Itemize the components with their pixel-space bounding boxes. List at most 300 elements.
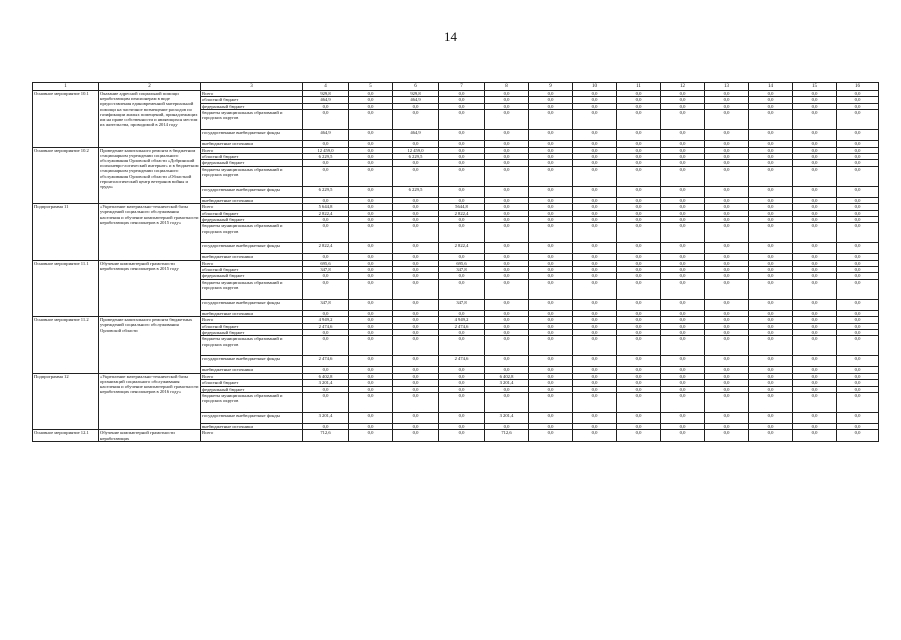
page-number: 14 (444, 29, 457, 44)
column-number: 14 (749, 83, 793, 91)
amount-cell: 0,0 (393, 336, 439, 356)
amount-cell: 0,0 (349, 186, 393, 197)
amount-cell: 0,0 (749, 186, 793, 197)
amount-cell: 0,0 (573, 186, 617, 197)
amount-cell: 0,0 (393, 197, 439, 203)
amount-cell: 0,0 (749, 310, 793, 316)
amount-cell: 0,0 (661, 110, 705, 130)
amount-cell: 0,0 (393, 160, 439, 166)
amount-cell: 0,0 (573, 299, 617, 310)
amount-cell: 0,0 (393, 412, 439, 423)
amount-cell: 0,0 (393, 141, 439, 147)
amount-cell: 0,0 (573, 356, 617, 367)
amount-cell: 0,0 (705, 197, 749, 203)
amount-cell: 0,0 (573, 210, 617, 216)
amount-cell: 0,0 (749, 367, 793, 373)
amount-cell: 0,0 (749, 216, 793, 222)
amount-cell: 0,0 (705, 336, 749, 356)
amount-cell: 0,0 (349, 223, 393, 243)
amount-cell: 0,0 (349, 373, 393, 379)
amount-cell: 0,0 (837, 273, 879, 279)
amount-cell: 0,0 (837, 197, 879, 203)
amount-cell: 0,0 (439, 373, 485, 379)
amount-cell: 0,0 (837, 204, 879, 210)
amount-cell: 6 229,5 (393, 153, 439, 159)
funding-source: федеральный бюджет (201, 386, 303, 392)
amount-cell: 0,0 (617, 210, 661, 216)
amount-cell: 0,0 (705, 330, 749, 336)
column-number: 7 (439, 83, 485, 91)
column-number: 12 (661, 83, 705, 91)
amount-cell: 0,0 (529, 267, 573, 273)
amount-cell: 0,0 (573, 91, 617, 97)
amount-cell: 0,0 (573, 336, 617, 356)
amount-cell: 0,0 (793, 430, 837, 441)
column-number: 13 (705, 83, 749, 91)
amount-cell: 0,0 (485, 223, 529, 243)
amount-cell: 0,0 (837, 110, 879, 130)
amount-cell: 0,0 (793, 103, 837, 109)
funding-source: Всего (201, 373, 303, 379)
amount-cell: 929,8 (393, 91, 439, 97)
amount-cell: 0,0 (661, 141, 705, 147)
amount-cell: 0,0 (349, 110, 393, 130)
amount-cell: 0,0 (573, 141, 617, 147)
amount-cell: 0,0 (705, 279, 749, 299)
amount-cell: 0,0 (837, 141, 879, 147)
amount-cell: 0,0 (837, 299, 879, 310)
amount-cell: 0,0 (349, 147, 393, 153)
amount-cell: 0,0 (349, 243, 393, 254)
amount-cell: 347,8 (303, 267, 349, 273)
amount-cell: 0,0 (837, 373, 879, 379)
amount-cell: 0,0 (303, 367, 349, 373)
funding-source: областной бюджет (201, 323, 303, 329)
amount-cell: 0,0 (705, 254, 749, 260)
amount-cell: 0,0 (439, 166, 485, 186)
column-number: 4 (303, 83, 349, 91)
activity-id: Подпрограмма 11 (33, 204, 99, 261)
amount-cell: 0,0 (837, 166, 879, 186)
amount-cell: 0,0 (573, 97, 617, 103)
amount-cell: 0,0 (393, 392, 439, 412)
funding-source: Всего (201, 204, 303, 210)
amount-cell: 0,0 (837, 279, 879, 299)
amount-cell: 0,0 (393, 110, 439, 130)
amount-cell: 0,0 (439, 223, 485, 243)
amount-cell: 0,0 (573, 317, 617, 323)
amount-cell: 0,0 (793, 330, 837, 336)
amount-cell: 0,0 (661, 412, 705, 423)
amount-cell: 0,0 (705, 216, 749, 222)
amount-cell: 0,0 (749, 267, 793, 273)
amount-cell: 0,0 (749, 147, 793, 153)
amount-cell: 0,0 (705, 380, 749, 386)
amount-cell: 0,0 (661, 243, 705, 254)
amount-cell: 0,0 (793, 204, 837, 210)
amount-cell: 0,0 (573, 279, 617, 299)
amount-cell: 0,0 (349, 204, 393, 210)
amount-cell: 0,0 (349, 430, 393, 441)
amount-cell: 0,0 (349, 267, 393, 273)
amount-cell: 0,0 (617, 336, 661, 356)
amount-cell: 0,0 (749, 323, 793, 329)
amount-cell: 0,0 (349, 317, 393, 323)
amount-cell: 0,0 (705, 356, 749, 367)
amount-cell: 0,0 (573, 153, 617, 159)
amount-cell: 0,0 (439, 412, 485, 423)
amount-cell: 0,0 (617, 216, 661, 222)
amount-cell: 0,0 (749, 254, 793, 260)
amount-cell: 0,0 (749, 373, 793, 379)
column-number: 15 (793, 83, 837, 91)
amount-cell: 0,0 (349, 97, 393, 103)
amount-cell: 0,0 (573, 392, 617, 412)
amount-cell: 0,0 (837, 103, 879, 109)
activity-description: Оказание адресной социальной помощи неработающим пенсионерам в виде предоставления единовременной материальной помощи на частичное возмещение расходов по газификации жилых помещений, принадлежащих им на праве собственности и являющихся местом их жительства, проводимой в 2014 году (99, 91, 201, 148)
amount-cell: 0,0 (529, 110, 573, 130)
amount-cell: 0,0 (837, 356, 879, 367)
amount-cell: 0,0 (485, 323, 529, 329)
amount-cell: 0,0 (705, 97, 749, 103)
amount-cell: 2 474,6 (439, 323, 485, 329)
amount-cell: 0,0 (303, 197, 349, 203)
amount-cell: 0,0 (793, 356, 837, 367)
amount-cell: 0,0 (837, 216, 879, 222)
amount-cell: 0,0 (749, 243, 793, 254)
amount-cell: 0,0 (393, 423, 439, 429)
amount-cell: 0,0 (617, 153, 661, 159)
amount-cell: 0,0 (617, 260, 661, 266)
funding-source: бюджеты муниципальных образований и городских округов (201, 110, 303, 130)
amount-cell: 6 229,5 (393, 186, 439, 197)
amount-cell: 712,6 (303, 430, 349, 441)
funding-source: внебюджетные источники (201, 197, 303, 203)
amount-cell: 0,0 (393, 166, 439, 186)
amount-cell: 0,0 (749, 153, 793, 159)
amount-cell: 0,0 (705, 317, 749, 323)
amount-cell: 0,0 (573, 412, 617, 423)
amount-cell: 2 822,4 (303, 243, 349, 254)
amount-cell: 0,0 (529, 356, 573, 367)
amount-cell: 0,0 (573, 267, 617, 273)
amount-cell: 0,0 (573, 103, 617, 109)
amount-cell: 464,9 (303, 97, 349, 103)
amount-cell: 0,0 (837, 330, 879, 336)
amount-cell: 0,0 (529, 141, 573, 147)
column-number: 16 (837, 83, 879, 91)
activity-description: «Укрепление материально-технической базы организаций социального обслуживания населения и обучение компьютерной грамотности неработающих пенсионеров в 2016 году» (99, 373, 201, 430)
amount-cell: 0,0 (573, 330, 617, 336)
amount-cell: 0,0 (349, 91, 393, 97)
amount-cell: 0,0 (617, 279, 661, 299)
amount-cell: 3 201,4 (303, 380, 349, 386)
amount-cell: 0,0 (485, 204, 529, 210)
amount-cell: 347,8 (303, 299, 349, 310)
amount-cell: 0,0 (793, 392, 837, 412)
amount-cell: 0,0 (837, 323, 879, 329)
amount-cell: 0,0 (393, 279, 439, 299)
amount-cell: 0,0 (303, 310, 349, 316)
amount-cell: 0,0 (793, 216, 837, 222)
amount-cell: 0,0 (793, 267, 837, 273)
amount-cell: 0,0 (661, 380, 705, 386)
amount-cell: 0,0 (485, 103, 529, 109)
amount-cell: 0,0 (303, 336, 349, 356)
amount-cell: 0,0 (573, 216, 617, 222)
amount-cell: 0,0 (303, 160, 349, 166)
amount-cell: 0,0 (749, 336, 793, 356)
amount-cell: 0,0 (529, 223, 573, 243)
amount-cell: 929,8 (303, 91, 349, 97)
amount-cell: 0,0 (837, 153, 879, 159)
amount-cell: 0,0 (793, 141, 837, 147)
amount-cell: 0,0 (749, 299, 793, 310)
amount-cell: 0,0 (349, 356, 393, 367)
amount-cell: 0,0 (749, 210, 793, 216)
funding-source: бюджеты муниципальных образований и городских округов (201, 336, 303, 356)
amount-cell: 0,0 (617, 323, 661, 329)
amount-cell: 0,0 (349, 130, 393, 141)
amount-cell: 0,0 (793, 412, 837, 423)
amount-cell: 0,0 (529, 254, 573, 260)
amount-cell: 0,0 (705, 103, 749, 109)
amount-cell: 0,0 (349, 412, 393, 423)
amount-cell: 0,0 (749, 279, 793, 299)
amount-cell: 0,0 (749, 223, 793, 243)
amount-cell: 0,0 (393, 373, 439, 379)
amount-cell: 0,0 (661, 330, 705, 336)
funding-source: государственные внебюджетные фонды (201, 243, 303, 254)
amount-cell: 0,0 (661, 130, 705, 141)
amount-cell: 0,0 (749, 130, 793, 141)
amount-cell: 0,0 (617, 110, 661, 130)
amount-cell: 0,0 (349, 210, 393, 216)
amount-cell: 0,0 (573, 243, 617, 254)
amount-cell: 0,0 (749, 197, 793, 203)
amount-cell: 0,0 (661, 260, 705, 266)
amount-cell: 0,0 (485, 243, 529, 254)
amount-cell: 0,0 (749, 330, 793, 336)
amount-cell: 0,0 (661, 317, 705, 323)
amount-cell: 0,0 (349, 310, 393, 316)
amount-cell: 0,0 (573, 223, 617, 243)
amount-cell: 0,0 (529, 166, 573, 186)
amount-cell: 0,0 (617, 186, 661, 197)
amount-cell: 0,0 (749, 103, 793, 109)
amount-cell: 464,9 (303, 130, 349, 141)
amount-cell: 0,0 (793, 336, 837, 356)
amount-cell: 0,0 (749, 97, 793, 103)
amount-cell: 0,0 (793, 153, 837, 159)
amount-cell: 0,0 (529, 153, 573, 159)
amount-cell: 0,0 (837, 267, 879, 273)
amount-cell: 0,0 (529, 216, 573, 222)
amount-cell: 6 229,5 (303, 186, 349, 197)
funding-source: Всего (201, 317, 303, 323)
amount-cell: 347,8 (439, 299, 485, 310)
amount-cell: 0,0 (439, 186, 485, 197)
amount-cell: 0,0 (617, 166, 661, 186)
amount-cell: 0,0 (573, 147, 617, 153)
amount-cell: 0,0 (349, 166, 393, 186)
amount-cell: 0,0 (349, 336, 393, 356)
amount-cell: 0,0 (485, 110, 529, 130)
amount-cell: 0,0 (837, 423, 879, 429)
amount-cell: 0,0 (793, 210, 837, 216)
amount-cell: 0,0 (485, 267, 529, 273)
amount-cell: 0,0 (529, 317, 573, 323)
amount-cell: 0,0 (529, 423, 573, 429)
amount-cell: 0,0 (529, 243, 573, 254)
amount-cell: 0,0 (485, 97, 529, 103)
amount-cell: 0,0 (661, 386, 705, 392)
column-number: 8 (485, 83, 529, 91)
funding-source: бюджеты муниципальных образований и городских округов (201, 392, 303, 412)
amount-cell: 0,0 (617, 310, 661, 316)
amount-cell: 0,0 (393, 310, 439, 316)
amount-cell: 0,0 (749, 204, 793, 210)
amount-cell: 0,0 (303, 110, 349, 130)
amount-cell: 0,0 (661, 367, 705, 373)
amount-cell: 2 822,4 (439, 243, 485, 254)
amount-cell: 0,0 (793, 91, 837, 97)
amount-cell: 0,0 (749, 430, 793, 441)
amount-cell: 0,0 (705, 260, 749, 266)
amount-cell: 0,0 (485, 273, 529, 279)
amount-cell: 0,0 (705, 273, 749, 279)
amount-cell: 0,0 (837, 430, 879, 441)
amount-cell: 695,6 (303, 260, 349, 266)
amount-cell: 0,0 (661, 323, 705, 329)
amount-cell: 0,0 (485, 279, 529, 299)
amount-cell: 0,0 (661, 204, 705, 210)
amount-cell: 0,0 (705, 323, 749, 329)
amount-cell: 0,0 (573, 254, 617, 260)
amount-cell: 0,0 (349, 103, 393, 109)
amount-cell: 0,0 (393, 204, 439, 210)
amount-cell: 0,0 (573, 110, 617, 130)
amount-cell: 0,0 (705, 147, 749, 153)
amount-cell: 0,0 (573, 386, 617, 392)
amount-cell: 0,0 (529, 380, 573, 386)
amount-cell: 0,0 (485, 392, 529, 412)
amount-cell: 0,0 (349, 254, 393, 260)
amount-cell: 0,0 (349, 323, 393, 329)
amount-cell: 0,0 (529, 323, 573, 329)
amount-cell: 0,0 (529, 197, 573, 203)
funding-source: бюджеты муниципальных образований и городских округов (201, 166, 303, 186)
amount-cell: 0,0 (661, 310, 705, 316)
amount-cell: 0,0 (837, 336, 879, 356)
amount-cell: 0,0 (793, 186, 837, 197)
amount-cell: 0,0 (617, 273, 661, 279)
amount-cell: 0,0 (529, 210, 573, 216)
funding-source: областной бюджет (201, 267, 303, 273)
amount-cell: 0,0 (705, 166, 749, 186)
amount-cell: 0,0 (705, 91, 749, 97)
amount-cell: 0,0 (393, 430, 439, 441)
amount-cell: 0,0 (529, 386, 573, 392)
amount-cell: 0,0 (661, 273, 705, 279)
amount-cell: 0,0 (573, 423, 617, 429)
amount-cell: 2 474,6 (303, 356, 349, 367)
amount-cell: 0,0 (349, 392, 393, 412)
amount-cell: 0,0 (749, 260, 793, 266)
amount-cell: 0,0 (661, 186, 705, 197)
amount-cell: 0,0 (793, 243, 837, 254)
amount-cell: 0,0 (793, 97, 837, 103)
amount-cell: 0,0 (485, 386, 529, 392)
amount-cell: 0,0 (303, 166, 349, 186)
amount-cell: 0,0 (617, 130, 661, 141)
activity-id: Основное мероприятие 11.1 (33, 260, 99, 317)
amount-cell: 0,0 (439, 279, 485, 299)
activity-description: Обучение компьютерной грамотности неработающих (99, 430, 201, 441)
amount-cell: 0,0 (617, 317, 661, 323)
amount-cell: 0,0 (661, 279, 705, 299)
amount-cell: 0,0 (303, 223, 349, 243)
amount-cell: 0,0 (393, 223, 439, 243)
amount-cell: 0,0 (439, 380, 485, 386)
funding-source: федеральный бюджет (201, 273, 303, 279)
amount-cell: 5644,8 (439, 204, 485, 210)
amount-cell: 0,0 (393, 103, 439, 109)
amount-cell: 0,0 (485, 260, 529, 266)
amount-cell: 0,0 (529, 412, 573, 423)
amount-cell: 0,0 (617, 141, 661, 147)
amount-cell: 0,0 (349, 216, 393, 222)
amount-cell: 0,0 (573, 323, 617, 329)
activity-id: Основное мероприятие 10.1 (33, 91, 99, 148)
amount-cell: 0,0 (303, 141, 349, 147)
amount-cell: 0,0 (439, 216, 485, 222)
amount-cell: 0,0 (393, 330, 439, 336)
amount-cell: 2 822,4 (303, 210, 349, 216)
activity-description: Проведение капитального ремонта бюджетных учреждений социального обслуживания Орловской области (99, 317, 201, 374)
amount-cell: 0,0 (617, 204, 661, 210)
amount-cell: 0,0 (529, 160, 573, 166)
amount-cell: 0,0 (617, 380, 661, 386)
amount-cell: 0,0 (705, 386, 749, 392)
amount-cell: 0,0 (303, 103, 349, 109)
amount-cell: 0,0 (529, 130, 573, 141)
funding-source: государственные внебюджетные фонды (201, 412, 303, 423)
amount-cell: 0,0 (837, 310, 879, 316)
amount-cell: 6 402,8 (485, 373, 529, 379)
amount-cell: 0,0 (837, 223, 879, 243)
amount-cell: 0,0 (573, 373, 617, 379)
amount-cell: 0,0 (661, 210, 705, 216)
amount-cell: 0,0 (303, 386, 349, 392)
amount-cell: 0,0 (529, 373, 573, 379)
amount-cell: 695,6 (439, 260, 485, 266)
amount-cell: 0,0 (485, 254, 529, 260)
amount-cell: 2 474,6 (303, 323, 349, 329)
header-row (33, 83, 879, 91)
column-number: 11 (617, 83, 661, 91)
amount-cell: 0,0 (439, 254, 485, 260)
amount-cell: 0,0 (573, 197, 617, 203)
amount-cell: 0,0 (837, 91, 879, 97)
amount-cell: 0,0 (485, 197, 529, 203)
amount-cell: 2 822,4 (439, 210, 485, 216)
amount-cell: 0,0 (661, 97, 705, 103)
amount-cell: 0,0 (439, 430, 485, 441)
amount-cell: 0,0 (529, 392, 573, 412)
amount-cell: 0,0 (837, 210, 879, 216)
amount-cell: 0,0 (439, 103, 485, 109)
